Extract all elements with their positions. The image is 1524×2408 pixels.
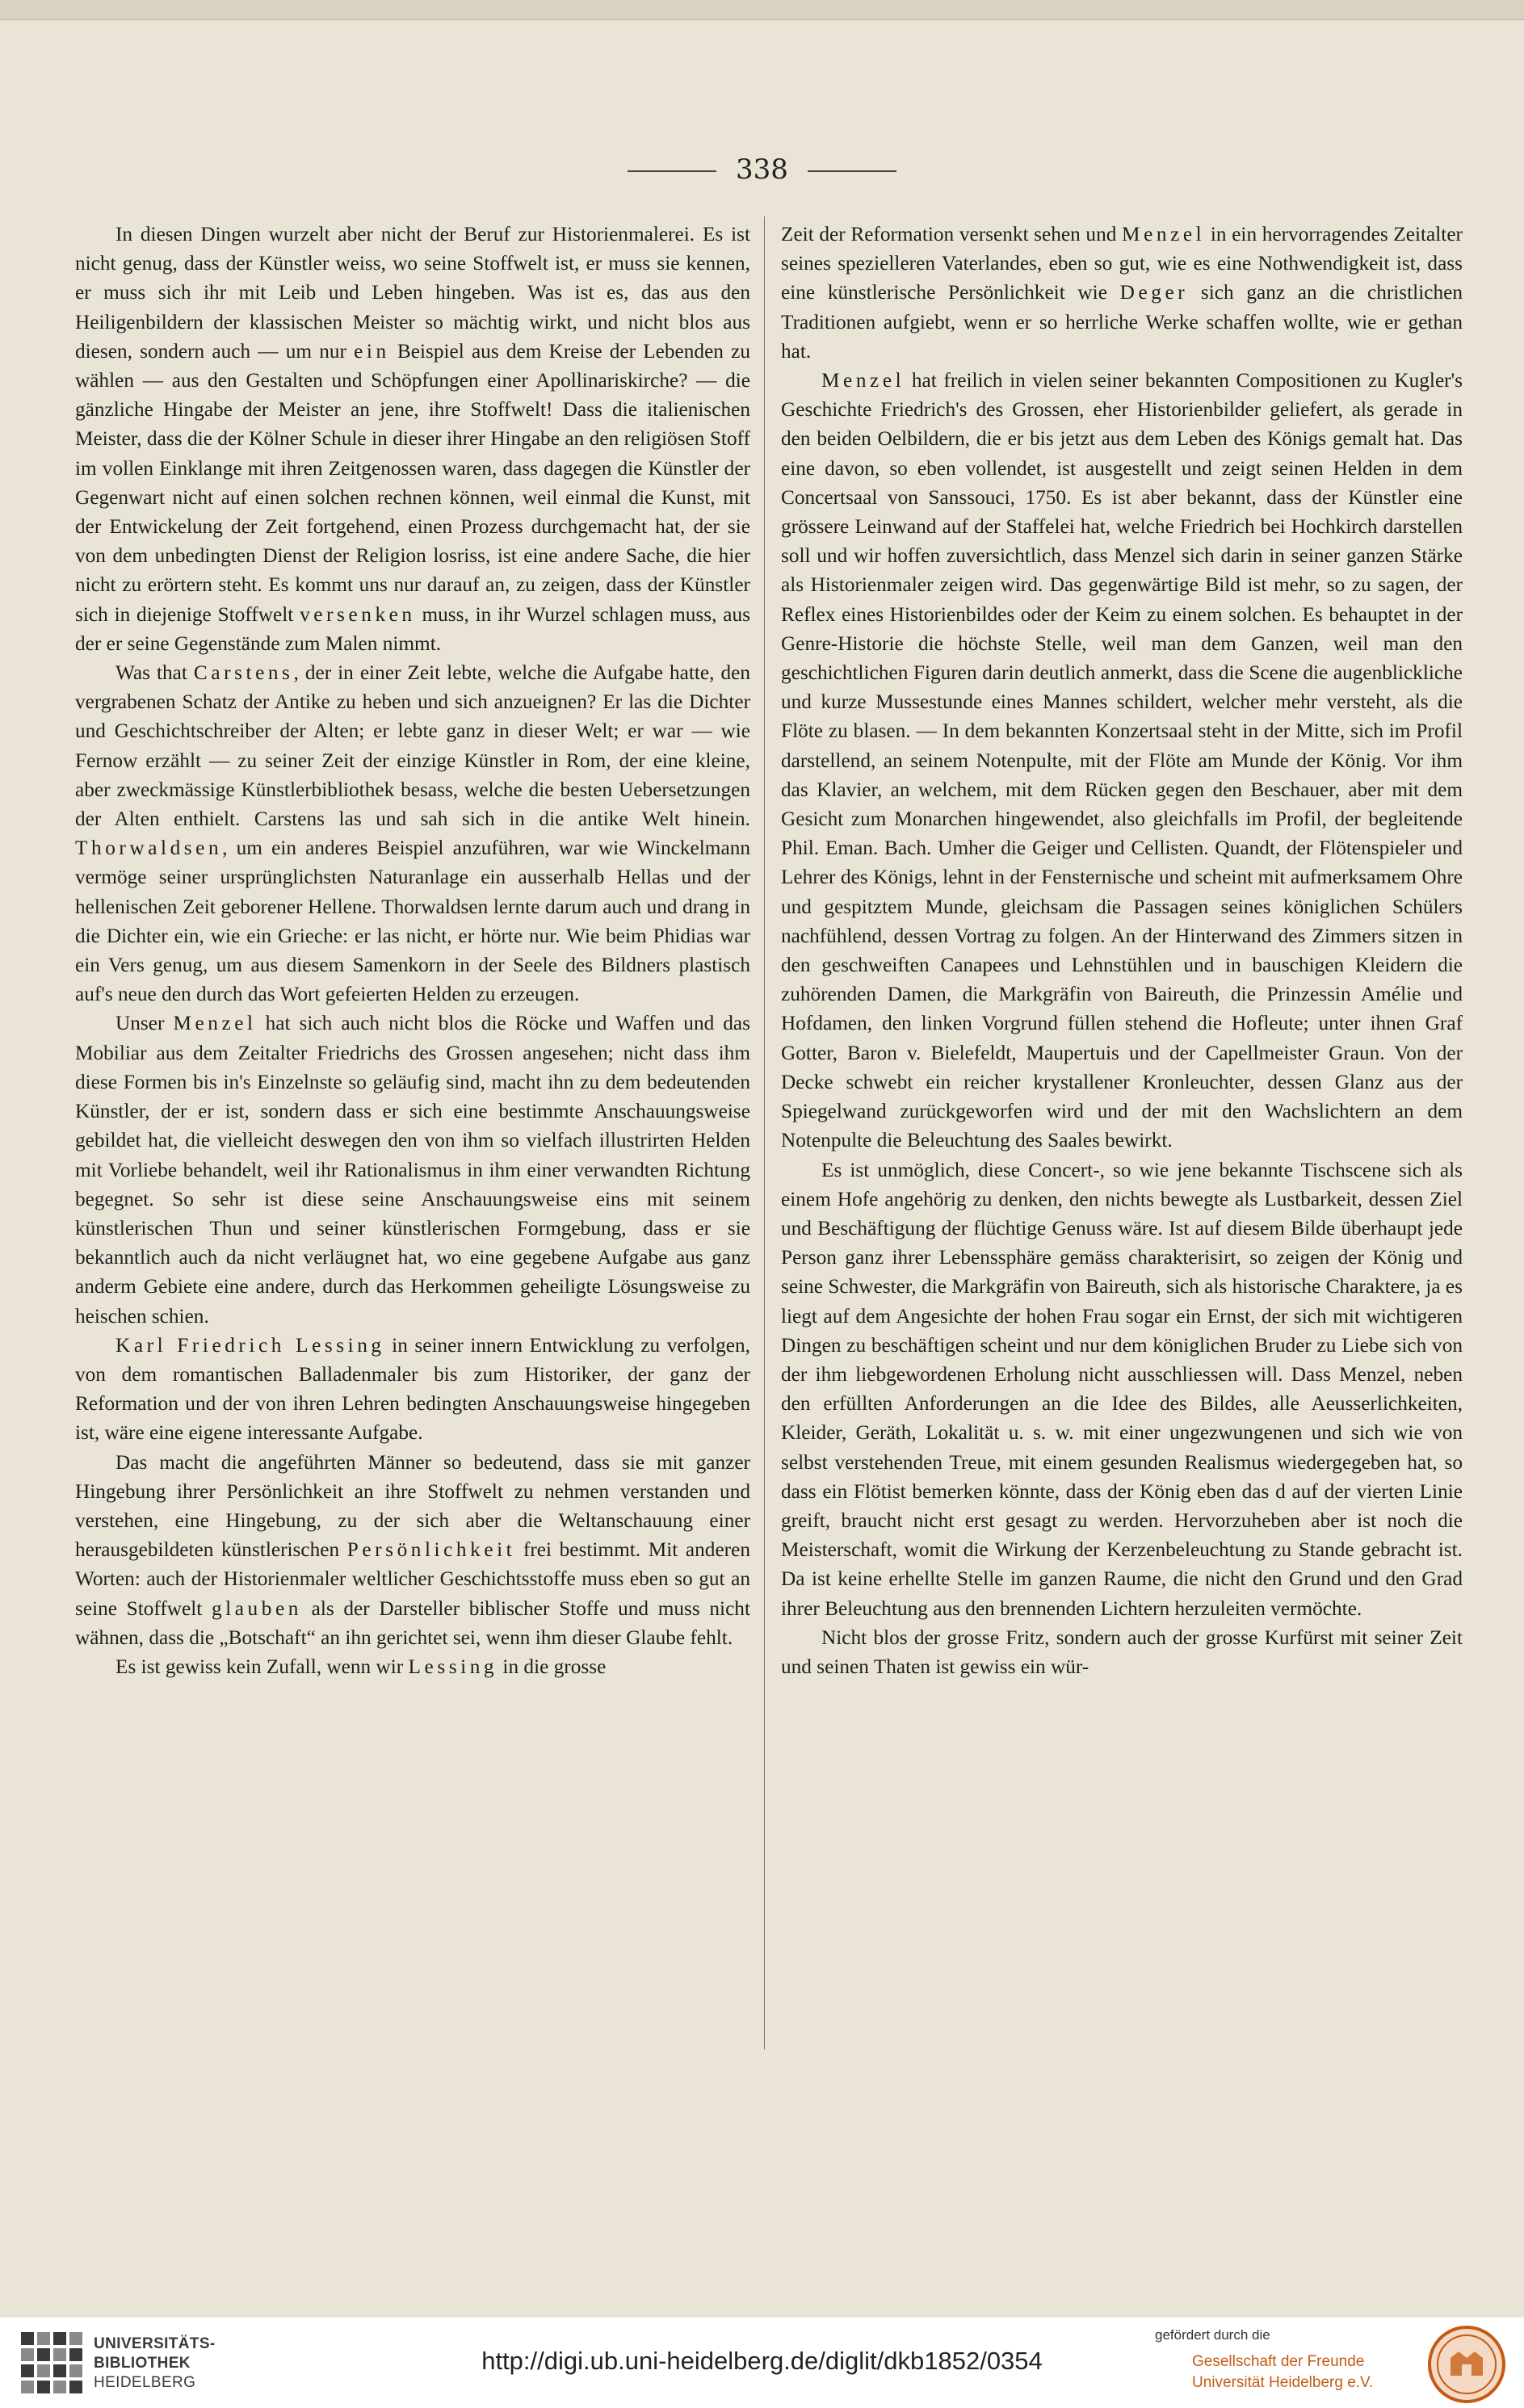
paragraph: Es ist gewiss kein Zufall, wenn wir Lessing in die grosse	[115, 1655, 607, 1678]
paragraph: Es ist unmöglich, diese Concert-, so wie jene bekannte Tischscene sich als einem Hofe angehörig zu denken, den nichts bewegte als Lustbarkeit, dessen Ziel und Beschäftigung der flüchtige Genuss wäre. Ist auf diesem Bilde überhaupt jede Person ganz ihrer Lebenssphäre gemäss charakterisirt, so zeigen der König und seine Schwester, die Markgräfin von Baireuth, sich als historische Charaktere, ja es liegt auf dem Angesichte der hohen Frau sogar ein Ernst, der sich mit wichtigeren Dingen zu beschäftigen scheint und nur dem königlichen Bruder zu Liebe sich von der ihm liebgewordenen Erholung nicht ausschliessen will. Dass Menzel, neben den erfüllten Anforderungen an die Idee des Bildes, alle Aeusserlichkeiten, Kleider, Geräth, Lokalität u. s. w. mit einer ungezwungenen und sich wie von selbst verstehenden Treue, mit einem gesunden Realismus wiedergegeben hat, so dass ein Flötist bemerken könnte, dass der König eben das d auf der vierten Linie greift, braucht nicht erst gesagt zu werden. Hervorzuheben aber ist noch die Meisterschaft, womit die Wirkung der Kerzenbeleuchtung zu Stande gebracht ist. Da ist keine erhellte Stelle im ganzen Raume, die nicht den Grund und den Grad ihrer Beleuchtung aus den brennenden Lichtern herzuleiten vermöchte.	[781, 1158, 1463, 1620]
paragraph: In diesen Dingen wurzelt aber nicht der Beruf zur Historienmalerei. Es ist nicht genug, dass der Künstler weiss, wo seine Stoffwelt ist, er muss sie kennen, er muss sich ihr mit Leib und Leben hingeben. Was ist es, das aus den Heiligenbildern der klassischen Meister so mächtig wirkt, und nicht blos aus diesen, sondern auch — um nur ein Beispiel aus dem Kreise der Lebenden zu wählen — aus den Gestalten und Schöpfungen einer Apollinariskirche? — die gänzliche Hingabe der Meister an jene, ihre Stoffwelt! Dass die italienischen Meister, dass die der Kölner Schule in dieser ihrer Hingabe an den religiösen Stoff im vollen Einklange mit ihren Zeitgenossen waren, dass dagegen die Künstler der Gegenwart nicht auf einen solchen rechnen können, weil einmal die Kunst, mit der Entwickelung der Zeit fortgehend, einen Prozess durchgemacht hat, der sie von dem unbedingten Dienst der Religion losriss, ist eine andere Sache, die hier nicht zu erörtern steht. Es kommt uns nur darauf an, zu zeigen, dass der Künstler sich in diejenige Stoffwelt versenken muss, in ihr Wurzel schlagen muss, aus der er seine Gegenstände zum Malen nimmt.	[75, 223, 750, 655]
library-name-line1: UNIVERSITÄTS-	[94, 2335, 216, 2352]
column-divider	[764, 216, 765, 2049]
paragraph: Das macht die angeführten Männer so bedeutend, dass sie mit ganzer Hingebung ihrer Persönlichkeit an ihre Stoffwelt zu nehmen verstanden und verstehen, eine Hingebung, zu der sich aber die Weltanschauung einer herausgebildeten künstlerischen Persönlichkeit frei bestimmt. Mit anderen Worten: auch der Historienmaler weltlicher Geschichtsstoffe muss eben so gut an seine Stoffwelt glauben als der Darsteller biblischer Stoffe und muss nicht wähnen, dass die „Botschaft“ an ihn gerichtet sei, wenn ihm dieser Glaube fehlt.	[75, 1450, 750, 1649]
sponsor-name-line2: Universität Heidelberg e.V.	[1192, 2374, 1374, 2391]
paragraph: Zeit der Reformation versenkt sehen und Menzel in ein hervorragendes Zeitalter seines spezielleren Vaterlandes, eben so gut, wie es eine Nothwendigkeit ist, dass eine künstlerische Persönlichkeit wie Deger sich ganz an die christlichen Traditionen aufgiebt, wenn er so herrliche Werke schaffen wollte, wie er gethan hat.	[781, 223, 1463, 363]
page-top-edge	[0, 0, 1524, 20]
page-number: 338	[736, 153, 788, 186]
text-column-left	[75, 220, 750, 1681]
sponsor-name-line1: Gesellschaft der Freunde	[1192, 2353, 1365, 2370]
paragraph: Was that Carstens, der in einer Zeit lebte, welche die Aufgabe hatte, den vergrabenen Schatz der Antike zu heben und sich anzueignen? Er las die Dichter und Geschichtschreiber der Alten; er lebte ganz in dieser Welt; er war — wie Fernow erzählt — zu seiner Zeit der einzige Künstler in Rom, der eine kleine, aber zweckmässige Künstlerbibliothek besass, welche die besten Uebersetzungen der Alten enthielt. Carstens las und sah sich in die antike Welt hinein. Thorwaldsen, um ein anderes Beispiel anzuführen, war wie Winckelmann vermöge seiner ursprünglichsten Naturanlage ein ausserhalb Hellas und der hellenischen Zeit geborener Hellene. Thorwaldsen lernte darum auch und drang in die Dichter ein, wie ein Grieche: er las nicht, er hörte nur. Wie beim Phidias war ein Vers genug, um aus diesem Samenkorn in der Seele des Bildners plastisch auf's neue den durch das Wort gefeierten Helden zu erzeugen.	[75, 661, 750, 1006]
header-rule-right	[808, 170, 896, 172]
library-name-line2: BIBLIOTHEK	[94, 2355, 191, 2372]
sponsor-caption: gefördert durch die	[1155, 2327, 1270, 2343]
paragraph: Unser Menzel hat sich auch nicht blos die Röcke und Waffen und das Mobiliar aus dem Zeitalter Friedrichs des Grossen angesehen; nicht dass ihm diese Formen bis in's Einzelnste so geläufig sind, macht ihn zu dem bedeutenden Künstler, der er ist, sondern dass er sich eine bestimmte Anschauungsweise gebildet hat, die vielleicht deswegen den von ihm so vielfach illustrirten Helden mit Vorliebe behandelt, weil ihr Rationalismus in ihm einer verwandten Richtung begegnet. So sehr ist diese seine Anschauungsweise eins mit seinem künstlerischen Thun und seiner künstlerischen Formgebung, dass er sie bekanntlich auch da nicht verläugnet hat, wo eine gegebene Aufgabe aus ganz anderm Gebiete eine andere, durch das Herkommen geheiligte Lösungsweise zu heischen schien.	[75, 1012, 750, 1328]
university-seal-icon	[1426, 2324, 1507, 2405]
digitization-footer	[0, 2318, 1524, 2408]
library-name-line3: HEIDELBERG	[94, 2374, 196, 2391]
paragraph: Nicht blos der grosse Fritz, sondern auch der grosse Kurfürst mit seiner Zeit und seinen Thaten ist gewiss ein wür-	[781, 1626, 1463, 1678]
paragraph: Menzel hat freilich in vielen seiner bekannten Compositionen zu Kugler's Geschichte Friedrich's des Grossen, eher Historienbilder geliefert, als gerade in den beiden Oelbildern, die er bis jetzt aus dem Leben des Königs gemalt hat. Das eine davon, so eben vollendet, ist ausgestellt und zeigt seinen Helden in dem Concertsaal von Sanssouci, 1750. Es ist aber bekannt, dass der Künstler eine grössere Leinwand auf der Staffelei hat, welche Friedrich bei Hochkirch darstellen soll und wir hoffen zuversichtlich, dass Menzel sich darin in seiner ganzen Stärke als Historienmaler zeigen wird. Das gegenwärtige Bild ist mehr, so zu sagen, der Reflex eines Historienbildes oder der Keim zu einem solchen. Es behauptet in der Genre-Historie die höchste Stelle, weil man dem Ganzen, weil man den geschichtlichen Figuren darin deutlich anmerkt, dass die Scene die augenblickliche und kurze Mussestunde eines Mannes schildert, welcher mehr versteht, als die Flöte zu blasen. — In dem bekannten Konzertsaal steht in der Mitte, sich im Profil darstellend, an seinem Notenpulte, mit der Flöte am Munde der König. Vor ihm das Klavier, an welchem, mit dem Rücken gegen den Beschauer, aber mit dem Gesicht zum Monarchen hingewendet, also gleichfalls im Profil, der begleitende Phil. Eman. Bach. Umher die Geiger und Cellisten. Quandt, der Flötenspieler und Lehrer des Königs, lehnt in der Fensternische und scheint mit aufmerksamem Ohre und gespitztem Munde, gleichsam die Passagen seines königlichen Schülers nachfühlend, dessen Vortrag zu folgen. An der Hinterwand des Zimmers sitzen in den geschweiften Canapees und Lehnstühlen und in bauschigen Kleidern die zuhörenden Damen, die Markgräfin von Baireuth, die Prinzessin Amélie und Hofdamen, den linken Vorgrund füllen stehend die Hofleute; unter ihnen Graf Gotter, Baron v. Bielefeldt, Maupertuis und der Capellmeister Graun. Von der Decke schwebt ein reicher krystallener Kronleuchter, dessen Glanz aus der Spiegelwand zurückgeworfen wird und der mit den Wachslichtern an dem Notenpulte die Beleuchtung des Saales bewirkt.	[781, 369, 1463, 1152]
header-rule-left	[628, 170, 716, 172]
paragraph: Karl Friedrich Lessing in seiner innern Entwicklung zu verfolgen, von dem romantischen Balladenmaler bis zum Historiker, der ganz der Reformation und der von ihren Lehren bedingten Anschauungsweise hingegeben ist, wäre eine eigene interessante Aufgabe.	[75, 1333, 750, 1445]
permalink-url[interactable]: http://digi.ub.uni-heidelberg.de/diglit/dkb1852/0354	[481, 2347, 1043, 2375]
page-number-header	[0, 153, 1524, 186]
text-column-right	[781, 220, 1463, 1681]
